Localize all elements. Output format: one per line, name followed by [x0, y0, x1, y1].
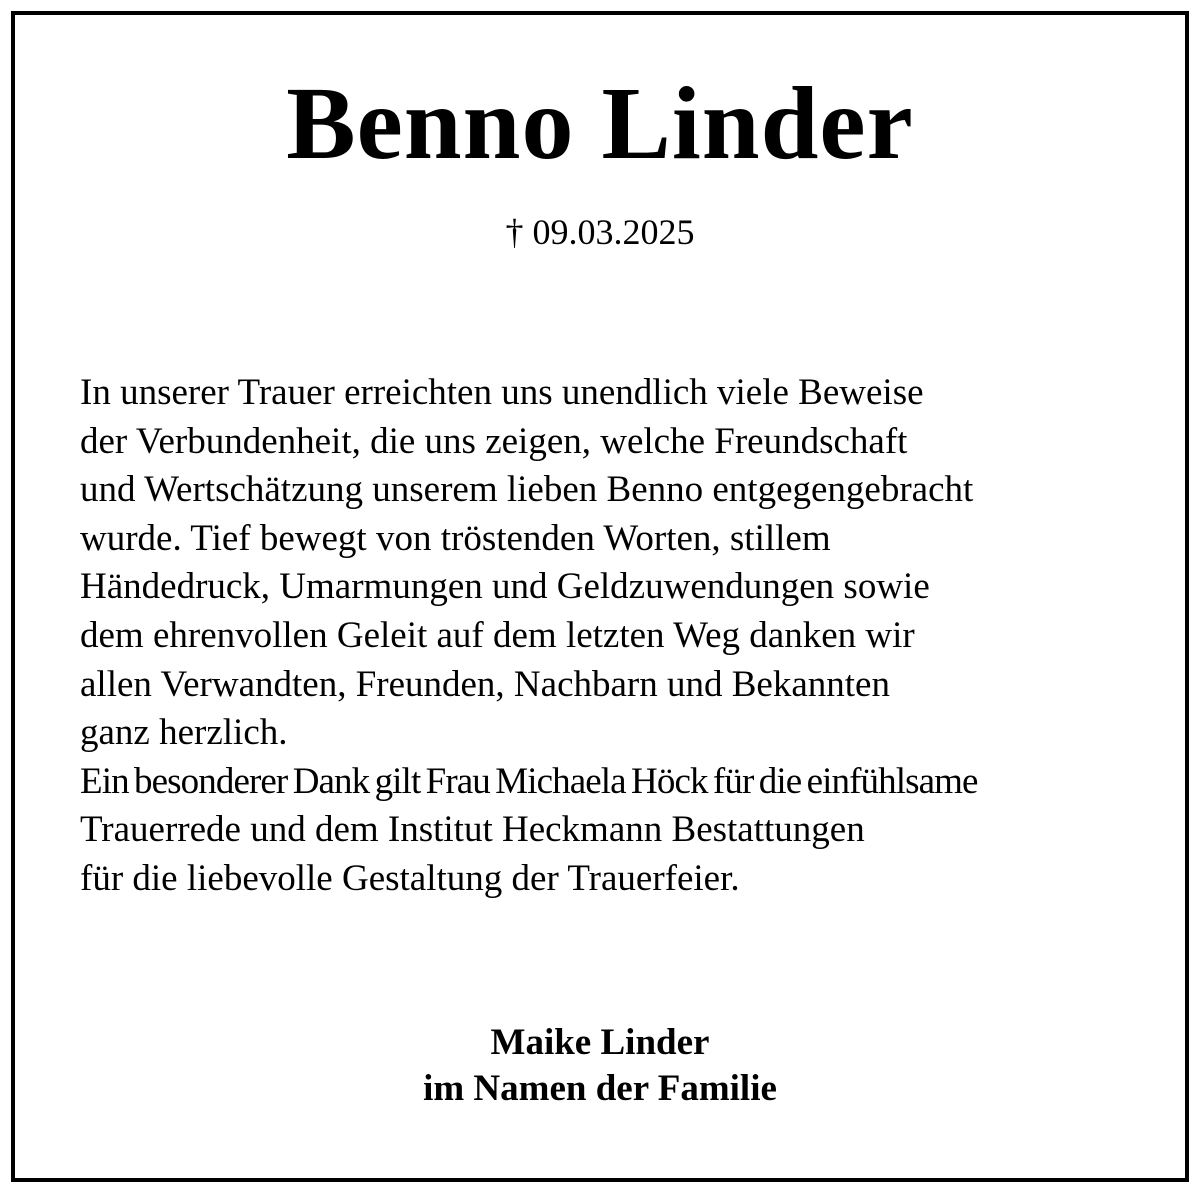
gratitude-text [80, 369, 1140, 904]
text-line: Trauerrede und dem Institut Heckmann Bestattungen [80, 809, 865, 851]
deceased-name: Benno Linder [286, 66, 914, 181]
text-line: In unserer Trauer erreichten uns unendlich viele Beweise [80, 372, 924, 413]
text-line: ganz herzlich. [80, 712, 288, 754]
text-line: und Wertschätzung unserem lieben Benno entgegengebracht [80, 469, 974, 511]
text-line: dem ehrenvollen Geleit auf dem letzten Weg danken wir [80, 614, 915, 656]
signature-relation: im Namen der Familie [423, 1068, 777, 1109]
text-line: für die liebevolle Gestaltung der Trauerfeier. [80, 857, 740, 899]
signature-block [0, 1020, 1200, 1112]
text-line: Händedruck, Umarmungen und Geldzuwendungen sowie [80, 566, 930, 608]
death-date: † 09.03.2025 [505, 212, 695, 252]
signature-name: Maike Linder [490, 1022, 710, 1063]
text-line: allen Verwandten, Freunden, Nachbarn und Bekannten [80, 663, 890, 705]
text-line: Ein besonderer Dank gilt Frau Michaela Höck für die einfühlsame [80, 760, 978, 802]
text-line: der Verbundenheit, die uns zeigen, welche Freundschaft [80, 420, 908, 462]
text-line: wurde. Tief bewegt von tröstenden Worten, stillem [80, 517, 831, 559]
